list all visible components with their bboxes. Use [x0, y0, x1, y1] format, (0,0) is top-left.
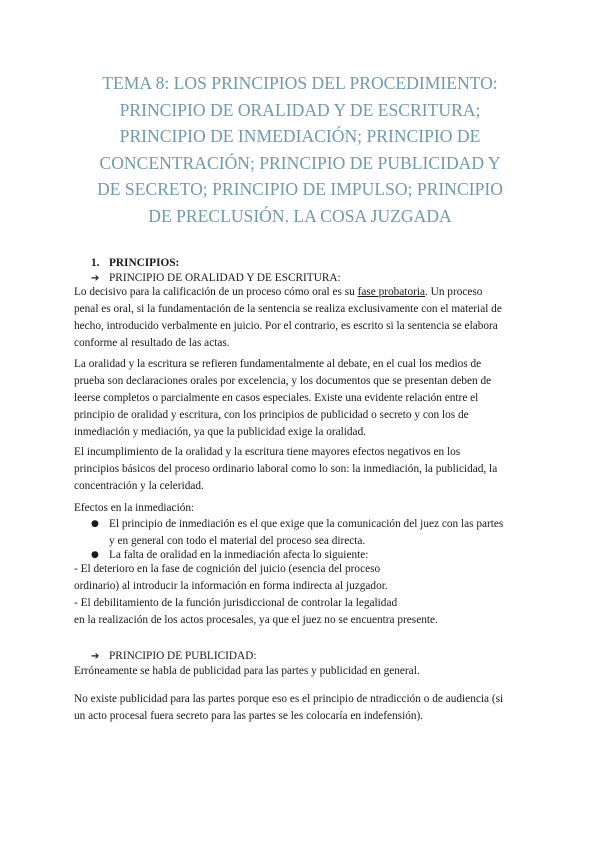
- section-number: 1.: [91, 257, 100, 269]
- dash-line: ordinario) al introducir la información en forma indirecta al juzgador.: [74, 580, 388, 592]
- title-line: PRINCIPIO DE ORALIDAD Y DE ESCRITURA;: [119, 99, 481, 120]
- text-run: Lo decisivo para la calificación de un proceso cómo oral es su: [74, 286, 358, 298]
- dash-line: en la realización de los actos procesales, ya que el juez no se encuentra presente.: [74, 614, 438, 626]
- paragraph-line: hecho, introducido verbalmente en juicio. Por el contrario, es escrito si la sentencia se elabora: [74, 320, 498, 332]
- paragraph-publicidad-partes: [74, 691, 534, 725]
- paragraph-line: Erróneamente se habla de publicidad para las partes y publicidad en general.: [74, 665, 420, 677]
- subheading-label: PRINCIPIO DE PUBLICIDAD:: [109, 650, 257, 662]
- underlined-term: fase probatoria: [357, 286, 426, 298]
- paragraph-line: penal es oral, si la fundamentación de la sentencia se realiza exclusivamente con el material de: [74, 303, 502, 315]
- paragraph-line: principios básicos del proceso ordinario laboral como lo son: la inmediación, la publicidad, la: [74, 463, 498, 475]
- bullet-item: [91, 516, 534, 549]
- paragraph-line: un acto procesal fuera secreto para las partes se les colocaría en indefensión).: [74, 710, 424, 722]
- section-heading-label: PRINCIPIOS:: [109, 257, 180, 269]
- bullet-icon: ●: [91, 550, 99, 560]
- paragraph-publicidad: [74, 663, 534, 680]
- document-title: [60, 70, 540, 230]
- subheading-label: PRINCIPIO DE ORALIDAD Y DE ESCRITURA:: [109, 272, 341, 284]
- paragraph-line: principio de oralidad y escritura, con los principios de publicidad o secreto y con los de: [74, 409, 469, 421]
- efectos-label: [74, 500, 534, 517]
- paragraph-line: leerse completos o parcialmente en casos especiales. Existe una evidente relación entre el: [74, 392, 479, 404]
- paragraph-line: concentración y la celeridad.: [74, 480, 204, 492]
- paragraph-line: La oralidad y la escritura se refieren fundamentalmente al debate, en el cual los medios de: [74, 358, 482, 370]
- dash-line: - El deterioro en la fase de cognición del juicio (esencia del proceso: [74, 563, 381, 575]
- paragraph-line: El incumplimiento de la oralidad y la escritura tiene mayores efectos negativos en los: [74, 446, 461, 458]
- paragraph-incumplimiento: [74, 444, 534, 495]
- title-line: PRINCIPIO DE INMEDIACIÓN; PRINCIPIO DE: [119, 126, 481, 147]
- paragraph-line: No existe publicidad para las partes porque eso es el principio de ntradicción o de audiencia (si: [74, 693, 504, 705]
- dash-line: - El debilitamiento de la función jurisdiccional de controlar la legalidad: [74, 597, 398, 609]
- bullet-icon: ●: [91, 519, 99, 529]
- title-line: TEMA 8: LOS PRINCIPIOS DEL PROCEDIMIENTO:: [102, 73, 498, 93]
- title-line: DE SECRETO; PRINCIPIO DE IMPULSO; PRINCIPIO: [97, 179, 503, 200]
- title-line: DE PRECLUSIÓN. LA COSA JUZGADA: [148, 205, 452, 226]
- paragraph-line: prueba son declaraciones orales por excelencia, y los documentos que se presentan deben de: [74, 375, 492, 387]
- bullet-line: El principio de inmediación es el que exige que la comunicación del juez con las partes: [109, 518, 504, 530]
- bullet-line: La falta de oralidad en la inmediación afecta lo siguiente:: [109, 549, 369, 561]
- bullet-line: y en general con todo el material del proceso sea directa.: [109, 534, 366, 547]
- title-line: CONCENTRACIÓN; PRINCIPIO DE PUBLICIDAD Y: [99, 152, 501, 173]
- paragraph-line: conforme al resultado de las actas.: [74, 337, 230, 349]
- paragraph-line: inmediación y mediación, ya que la publicidad exige la oralidad.: [74, 426, 367, 438]
- arrow-right-icon: ➔: [91, 273, 100, 284]
- paragraph-oralidad-definicion: [74, 284, 534, 352]
- dash-list: [74, 561, 534, 629]
- arrow-right-icon: ➔: [91, 651, 100, 662]
- paragraph-oralidad-debate: [74, 356, 534, 441]
- paragraph-line: Efectos en la inmediación:: [74, 502, 195, 514]
- text-run: . Un proceso: [425, 286, 483, 298]
